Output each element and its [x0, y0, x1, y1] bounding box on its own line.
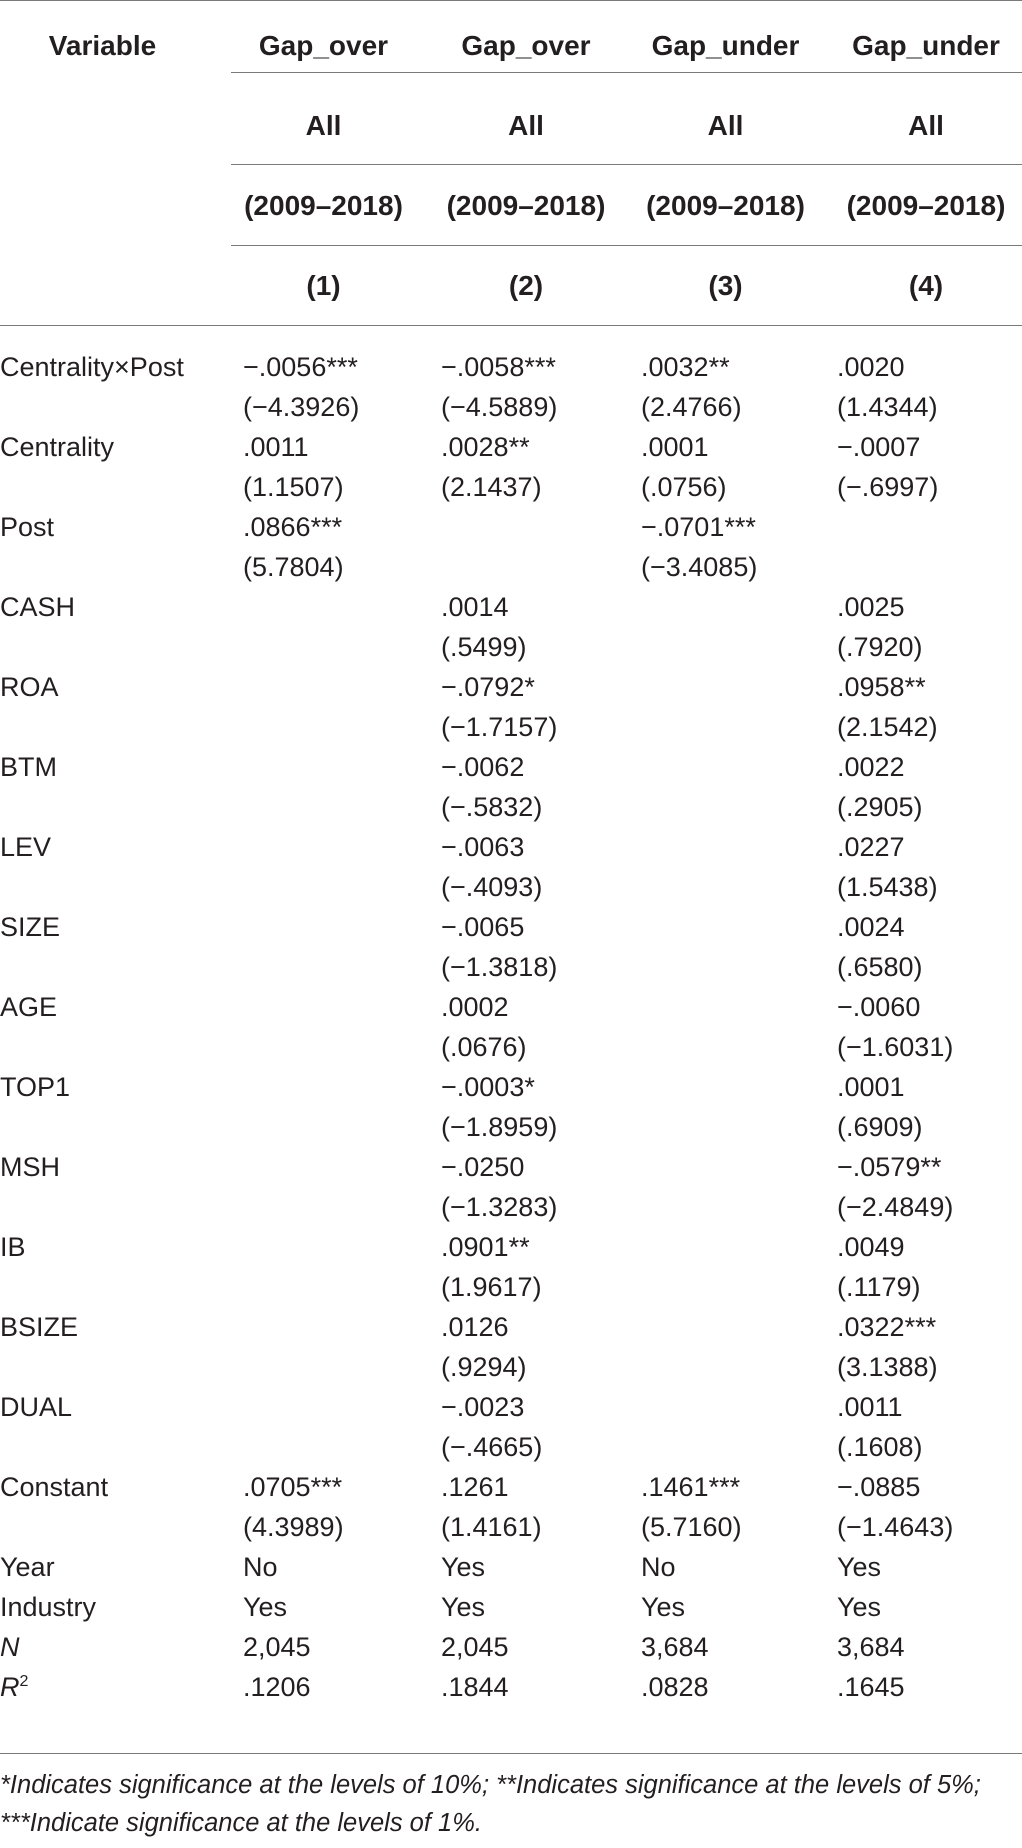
summary-value-cell: 2,045 [441, 1632, 509, 1662]
tstat-cell: (−.5832) [441, 792, 543, 822]
tstat-cell: (−4.5889) [441, 392, 558, 422]
header-sample-4: All [908, 110, 944, 141]
tstat-cell: (.1179) [837, 1272, 921, 1302]
coefficient-cell: .0025 [837, 592, 905, 622]
table-row [0, 347, 1022, 387]
summary-value-cell: Yes [441, 1552, 486, 1582]
header-colnum-1: (1) [306, 270, 341, 301]
variable-name: Constant [0, 1472, 109, 1502]
coefficient-cell: .0032** [641, 352, 730, 382]
table-row-tstat [0, 1507, 1022, 1547]
table-row-tstat [0, 1187, 1022, 1227]
summary-variable-label: Industry [0, 1592, 97, 1622]
summary-value-cell: Yes [243, 1592, 288, 1622]
coefficient-cell: −.0063 [441, 832, 525, 862]
tstat-cell: (2.1542) [837, 712, 938, 742]
header-rule-1 [231, 72, 1022, 73]
table-row [0, 987, 1022, 1027]
coefficient-cell: .0028** [441, 432, 530, 462]
coefficient-cell: −.0579** [837, 1152, 942, 1182]
header-bottom-rule [0, 325, 1022, 326]
variable-name: Centrality×Post [0, 352, 184, 382]
table-row-tstat [0, 787, 1022, 827]
tstat-cell: (4.3989) [243, 1512, 344, 1542]
summary-row [0, 1587, 1022, 1627]
header-row-samples [0, 86, 1022, 166]
tstat-cell: (1.9617) [441, 1272, 542, 1302]
tstat-cell: (−1.3818) [441, 952, 558, 982]
coefficient-cell: .0958** [837, 672, 926, 702]
table-row [0, 747, 1022, 787]
header-row-column-numbers [0, 246, 1022, 326]
coefficient-cell: .0901** [441, 1232, 530, 1262]
superscript: 2 [19, 1673, 29, 1690]
coefficient-cell: .0227 [837, 832, 905, 862]
coefficient-cell: −.0701*** [641, 512, 756, 542]
summary-row [0, 1667, 1022, 1707]
coefficient-cell: .0049 [837, 1232, 905, 1262]
header-row-periods [0, 166, 1022, 246]
summary-value-cell: 3,684 [641, 1632, 709, 1662]
tstat-cell: (2.4766) [641, 392, 742, 422]
table-row [0, 427, 1022, 467]
coefficient-cell: .0322*** [837, 1312, 937, 1342]
header-colnum-4: (4) [908, 270, 944, 301]
table-row-tstat [0, 867, 1022, 907]
coefficient-cell: .1261 [441, 1472, 509, 1502]
coefficient-cell: −.0056*** [243, 352, 358, 382]
coefficient-cell: −.0058*** [441, 352, 556, 382]
header-dep-var-3: Gap_under [651, 30, 800, 61]
tstat-cell: (−2.4849) [837, 1192, 954, 1222]
tstat-cell: (2.1437) [441, 472, 542, 502]
variable-name: MSH [0, 1152, 60, 1182]
summary-value-cell: .1844 [441, 1672, 509, 1702]
header-colnum-3: (3) [708, 270, 743, 301]
summary-row [0, 1547, 1022, 1587]
coefficient-cell: −.0792* [441, 672, 535, 702]
table-row [0, 1307, 1022, 1347]
tstat-cell: (.5499) [441, 632, 527, 662]
coefficient-cell: .0024 [837, 912, 905, 942]
summary-value-cell: .0828 [641, 1672, 709, 1702]
header-period-3: (2009–2018) [646, 190, 805, 221]
coefficient-cell: .0126 [441, 1312, 509, 1342]
summary-value-cell: Yes [441, 1592, 486, 1622]
variable-name: BTM [0, 752, 57, 782]
header-period-1: (2009–2018) [244, 190, 403, 221]
table-row [0, 1387, 1022, 1427]
table-row-tstat [0, 1347, 1022, 1387]
header-row-dependent-vars [0, 6, 1022, 86]
variable-name: BSIZE [0, 1312, 79, 1342]
tstat-cell: (.7920) [837, 632, 923, 662]
summary-value-cell: No [243, 1552, 278, 1582]
table-row [0, 667, 1022, 707]
header-sample-1: All [305, 110, 342, 141]
coefficient-cell: .0011 [243, 432, 309, 462]
tstat-cell: (.9294) [441, 1352, 527, 1382]
footnote-line-2: ***Indicate significance at the levels of 1%. [0, 1809, 482, 1837]
header-dep-var-2: Gap_over [461, 30, 591, 61]
table-row-tstat [0, 1427, 1022, 1467]
summary-variable-name [0, 1587, 96, 1627]
table-top-rule [0, 0, 1022, 1]
tstat-cell: (3.1388) [837, 1352, 938, 1382]
header-rule-2 [231, 164, 1022, 165]
coefficient-cell: .0014 [441, 592, 509, 622]
variable-name: ROA [0, 672, 59, 702]
table-row-tstat [0, 1267, 1022, 1307]
summary-value-cell: .1206 [243, 1672, 311, 1702]
table-bottom-rule [0, 1753, 1022, 1754]
summary-variable-label: N [0, 1632, 20, 1662]
table-row-tstat [0, 547, 1022, 587]
footnote-line-1: *Indicates significance at the levels of 10%; **Indicates significance at the levels of 5%; [0, 1771, 981, 1799]
table-row-tstat [0, 467, 1022, 507]
coefficient-cell: −.0062 [441, 752, 525, 782]
coefficient-cell: .1461*** [641, 1472, 741, 1502]
tstat-cell: (−.4665) [441, 1432, 543, 1462]
variable-name: CASH [0, 592, 76, 622]
table-row [0, 507, 1022, 547]
tstat-cell: (−1.6031) [837, 1032, 954, 1062]
tstat-cell: (−1.7157) [441, 712, 558, 742]
tstat-cell: (.1608) [837, 1432, 923, 1462]
summary-value-cell: Yes [837, 1592, 882, 1622]
tstat-cell: (.0756) [641, 472, 727, 502]
table-row [0, 587, 1022, 627]
tstat-cell: (1.1507) [243, 472, 344, 502]
table-row [0, 827, 1022, 867]
coefficient-cell: −.0023 [441, 1392, 525, 1422]
header-variable-label: Variable [48, 30, 157, 61]
tstat-cell: (.0676) [441, 1032, 527, 1062]
tstat-cell: (1.4161) [441, 1512, 542, 1542]
table-row-tstat [0, 947, 1022, 987]
table-row [0, 1147, 1022, 1187]
coefficient-cell: .0011 [837, 1392, 903, 1422]
tstat-cell: (5.7160) [641, 1512, 742, 1542]
header-period-4: (2009–2018) [846, 190, 1006, 221]
header-colnum-2: (2) [508, 270, 544, 301]
summary-variable-label: R [0, 1672, 20, 1702]
coefficient-cell: .0002 [441, 992, 509, 1022]
header-dep-var-4: Gap_under [852, 30, 1000, 61]
summary-value-cell: 3,684 [837, 1632, 905, 1662]
variable-name: Post [0, 512, 55, 542]
summary-variable-name [0, 1627, 20, 1667]
tstat-cell: (.2905) [837, 792, 923, 822]
header-sample-2: All [508, 110, 544, 141]
coefficient-cell: .0001 [837, 1072, 905, 1102]
header-dep-var-1: Gap_over [258, 30, 389, 61]
coefficient-cell: .0866*** [243, 512, 343, 542]
table-row [0, 1067, 1022, 1107]
tstat-cell: (−1.3283) [441, 1192, 558, 1222]
summary-row [0, 1627, 1022, 1667]
table-row [0, 1227, 1022, 1267]
coefficient-cell: −.0060 [837, 992, 921, 1022]
tstat-cell: (5.7804) [243, 552, 344, 582]
variable-name: TOP1 [0, 1072, 71, 1102]
summary-value-cell: 2,045 [243, 1632, 311, 1662]
variable-name: IB [0, 1232, 26, 1262]
tstat-cell: (−3.4085) [641, 552, 758, 582]
table-row [0, 1467, 1022, 1507]
coefficient-cell: −.0885 [837, 1472, 921, 1502]
summary-value-cell: .1645 [837, 1672, 905, 1702]
tstat-cell: (.6580) [837, 952, 923, 982]
coefficient-cell: −.0250 [441, 1152, 525, 1182]
coefficient-cell: .0001 [641, 432, 709, 462]
tstat-cell: (.6909) [837, 1112, 923, 1142]
header-period-2: (2009–2018) [446, 190, 606, 221]
summary-variable-label: Year [0, 1552, 55, 1582]
tstat-cell: (−.4093) [441, 872, 543, 902]
table-row-tstat [0, 1107, 1022, 1147]
tstat-cell: (−4.3926) [243, 392, 360, 422]
tstat-cell: (−1.4643) [837, 1512, 954, 1542]
summary-value-cell: Yes [837, 1552, 882, 1582]
tstat-cell: (−1.8959) [441, 1112, 558, 1142]
table-row [0, 907, 1022, 947]
summary-value-cell: Yes [641, 1592, 686, 1622]
table-row-tstat [0, 1027, 1022, 1067]
tstat-cell: (1.5438) [837, 872, 938, 902]
coefficient-cell: .0020 [837, 352, 905, 382]
variable-name: Centrality [0, 432, 115, 462]
header-sample-3: All [707, 110, 744, 141]
summary-variable-name [0, 1667, 28, 1707]
coefficient-cell: .0022 [837, 752, 905, 782]
variable-name: LEV [0, 832, 52, 862]
table-row-tstat [0, 627, 1022, 667]
tstat-cell: (−.6997) [837, 472, 939, 502]
summary-variable-name [0, 1547, 55, 1587]
coefficient-cell: −.0003* [441, 1072, 535, 1102]
coefficient-cell: −.0007 [837, 432, 921, 462]
table-row-tstat [0, 387, 1022, 427]
coefficient-cell: .0705*** [243, 1472, 343, 1502]
variable-name: AGE [0, 992, 58, 1022]
tstat-cell: (1.4344) [837, 392, 938, 422]
table-row-tstat [0, 707, 1022, 747]
variable-name: DUAL [0, 1392, 73, 1422]
summary-value-cell: No [641, 1552, 676, 1582]
coefficient-cell: −.0065 [441, 912, 525, 942]
variable-name: SIZE [0, 912, 61, 942]
